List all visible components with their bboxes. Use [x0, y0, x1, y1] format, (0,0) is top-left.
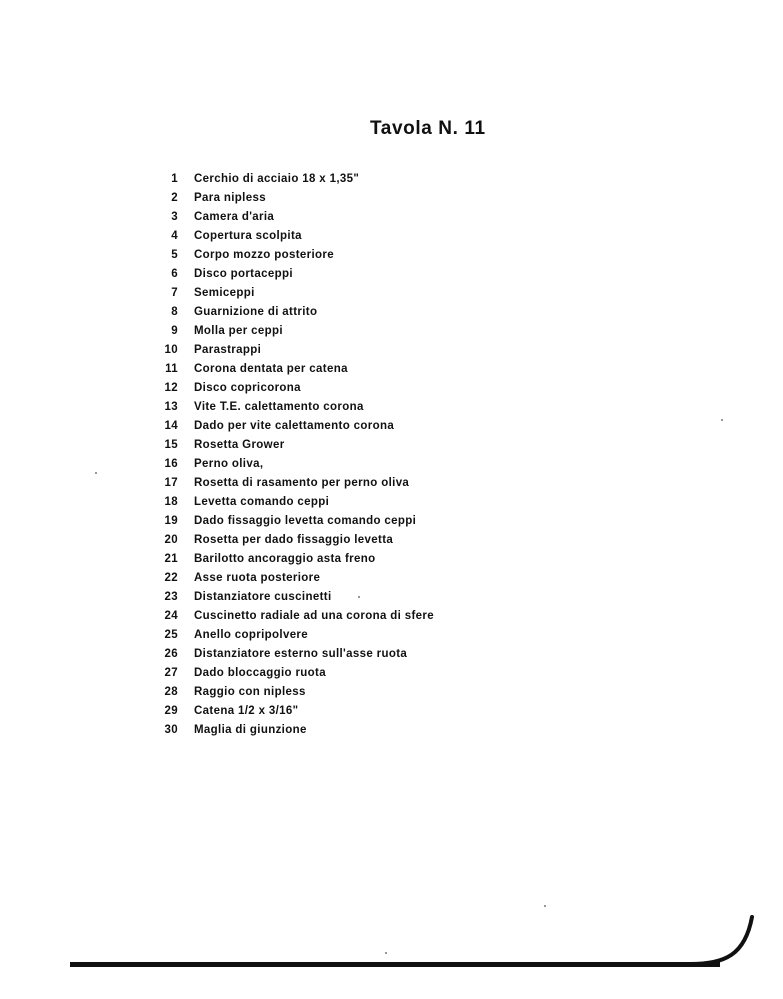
list-item — [150, 606, 434, 625]
part-name: Cuscinetto radiale ad una corona di sfere — [194, 609, 434, 622]
part-name: Vite T.E. calettamento corona — [194, 400, 364, 413]
part-number: 14 — [164, 419, 178, 432]
part-name: Distanziatore cuscinetti — [194, 590, 332, 603]
part-name: Parastrappi — [194, 343, 262, 356]
part-number: 6 — [171, 267, 178, 280]
part-name: Molla per ceppi — [194, 324, 283, 337]
part-number: 8 — [171, 305, 178, 318]
part-number: 17 — [164, 476, 178, 489]
list-item — [150, 587, 434, 606]
part-number: 20 — [164, 533, 178, 546]
part-number: 15 — [164, 438, 178, 451]
part-name: Rosetta Grower — [194, 438, 285, 451]
part-number: 1 — [171, 172, 178, 185]
list-item — [150, 416, 434, 435]
list-item — [150, 549, 434, 568]
part-number: 16 — [164, 457, 178, 470]
part-name: Corpo mozzo posteriore — [194, 248, 334, 261]
part-name: Raggio con nipless — [194, 685, 306, 698]
part-name: Rosetta per dado fissaggio levetta — [194, 533, 394, 546]
part-name: Levetta comando ceppi — [194, 495, 330, 508]
list-item — [150, 663, 434, 682]
part-number: 18 — [164, 495, 178, 508]
part-name: Disco copricorona — [194, 381, 301, 394]
list-item — [150, 340, 434, 359]
list-item — [150, 188, 434, 207]
page-title: Tavola N. 11 — [370, 118, 486, 139]
list-item — [150, 302, 434, 321]
list-item — [150, 625, 434, 644]
list-item — [150, 226, 434, 245]
scan-speck — [721, 419, 723, 421]
part-name: Perno oliva, — [194, 457, 264, 470]
list-item — [150, 454, 434, 473]
list-item — [150, 397, 434, 416]
part-number: 3 — [171, 210, 178, 223]
part-name: Barilotto ancoraggio asta freno — [194, 552, 376, 565]
list-item — [150, 435, 434, 454]
list-item — [150, 492, 434, 511]
part-name: Guarnizione di attrito — [194, 305, 318, 318]
list-item — [150, 321, 434, 340]
list-item — [150, 701, 434, 720]
parts-list — [150, 169, 434, 739]
list-item — [150, 264, 434, 283]
part-number: 25 — [164, 628, 178, 641]
list-item — [150, 207, 434, 226]
part-number: 9 — [171, 324, 178, 337]
part-name: Corona dentata per catena — [194, 362, 348, 375]
bottom-curve-stroke — [690, 915, 760, 975]
part-number: 28 — [164, 685, 178, 698]
part-name: Dado per vite calettamento corona — [194, 419, 395, 432]
part-name: Distanziatore esterno sull'asse ruota — [194, 647, 408, 660]
part-name: Dado bloccaggio ruota — [194, 666, 326, 679]
part-name: Copertura scolpita — [194, 229, 302, 242]
part-number: 7 — [171, 286, 178, 299]
scan-speck — [544, 905, 546, 907]
scan-speck — [358, 596, 360, 598]
list-item — [150, 644, 434, 663]
part-number: 27 — [164, 666, 178, 679]
part-number: 21 — [164, 552, 178, 565]
list-item — [150, 378, 434, 397]
part-number: 2 — [171, 191, 178, 204]
list-item — [150, 283, 434, 302]
list-item — [150, 169, 434, 188]
part-name: Maglia di giunzione — [194, 723, 307, 736]
part-number: 10 — [164, 343, 178, 356]
part-number: 11 — [165, 362, 178, 375]
list-item — [150, 568, 434, 587]
part-number: 13 — [164, 400, 178, 413]
list-item — [150, 245, 434, 264]
list-item — [150, 473, 434, 492]
part-name: Camera d'aria — [194, 210, 275, 223]
part-number: 19 — [164, 514, 178, 527]
part-number: 30 — [164, 723, 178, 736]
part-name: Rosetta di rasamento per perno oliva — [194, 476, 410, 489]
part-name: Cerchio di acciaio 18 x 1,35" — [194, 172, 360, 185]
part-number: 22 — [164, 571, 178, 584]
bottom-rule-line — [70, 962, 720, 967]
part-number: 4 — [171, 229, 178, 242]
part-number: 24 — [164, 609, 178, 622]
part-number: 29 — [164, 704, 178, 717]
scan-speck — [385, 952, 387, 954]
part-name: Semiceppi — [194, 286, 255, 299]
part-name: Para nipless — [194, 191, 266, 204]
list-item — [150, 359, 434, 378]
part-number: 26 — [164, 647, 178, 660]
list-item — [150, 682, 434, 701]
part-name: Dado fissaggio levetta comando ceppi — [194, 514, 417, 527]
part-name: Catena 1/2 x 3/16" — [194, 704, 299, 717]
list-item — [150, 530, 434, 549]
part-number: 5 — [171, 248, 178, 261]
part-number: 23 — [164, 590, 178, 603]
list-item — [150, 511, 434, 530]
part-name: Asse ruota posteriore — [194, 571, 321, 584]
part-name: Anello copripolvere — [194, 628, 309, 641]
part-number: 12 — [164, 381, 178, 394]
scan-speck — [95, 472, 97, 474]
list-item — [150, 720, 434, 739]
part-name: Disco portaceppi — [194, 267, 293, 280]
